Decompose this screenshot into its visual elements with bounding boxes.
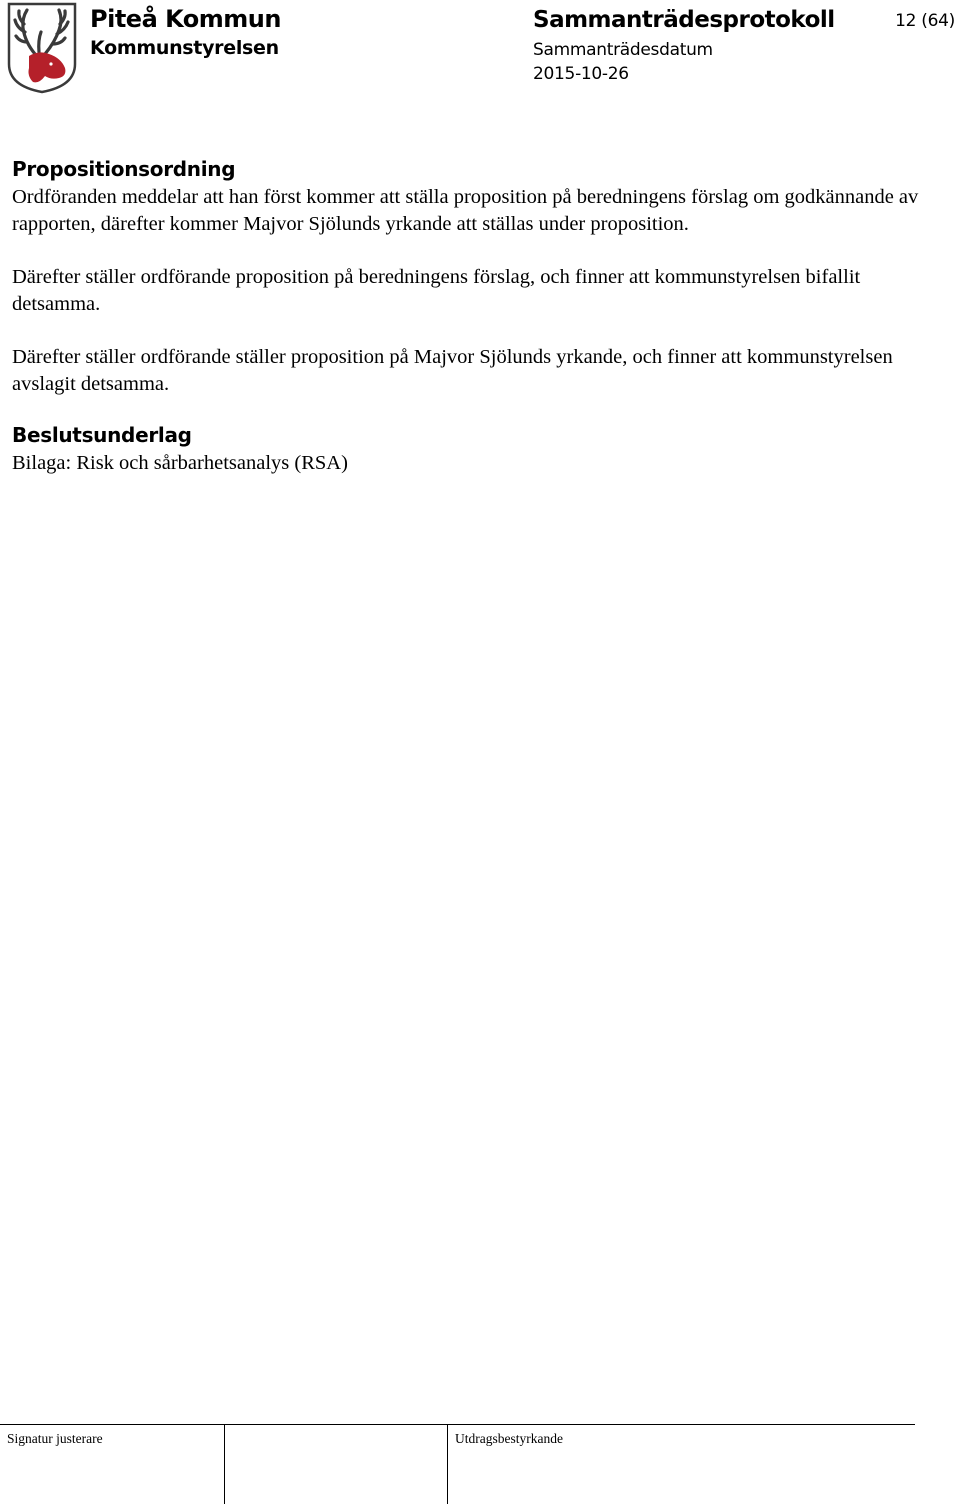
paragraph: Därefter ställer ordförande ställer proposition på Majvor Sjölunds yrkande, och finner att kommunstyrelsen avslagit detsamma. — [12, 346, 893, 395]
reindeer-coat-of-arms-icon — [5, 2, 79, 94]
paragraph: Därefter ställer ordförande proposition på beredningens förslag, och finner att kommunstyrelsen bifallit detsamma. — [12, 266, 861, 315]
department-name: Kommunstyrelsen — [90, 37, 279, 59]
document-type-title: Sammanträdesprotokoll — [533, 7, 835, 33]
protocol-body — [12, 154, 932, 477]
meeting-date-value: 2015-10-26 — [533, 64, 629, 84]
excerpt-cell — [447, 1425, 916, 1504]
excerpt-label: Utdragsbestyrkande — [455, 1431, 563, 1446]
signature-label: Signatur justerare — [7, 1431, 103, 1446]
signature-footer — [0, 1424, 915, 1504]
organization-name: Piteå Kommun — [90, 5, 281, 33]
signature-cell — [0, 1425, 224, 1504]
paragraph: Bilaga: Risk och sårbarhetsanalys (RSA) — [12, 452, 348, 474]
paragraph: Ordföranden meddelar att han först kommer att ställa proposition på beredningens förslag om godkännande av rapporten, därefter kommer Majvor Sjölunds yrkande att ställas under proposition. — [12, 186, 919, 235]
signature-blank-cell — [224, 1425, 448, 1504]
section-heading-propositionsordning: Propositionsordning — [12, 157, 236, 181]
page-number: 12 (64) — [895, 11, 955, 31]
meeting-date-label: Sammanträdesdatum — [533, 40, 713, 60]
section-heading-beslutsunderlag: Beslutsunderlag — [12, 423, 192, 447]
